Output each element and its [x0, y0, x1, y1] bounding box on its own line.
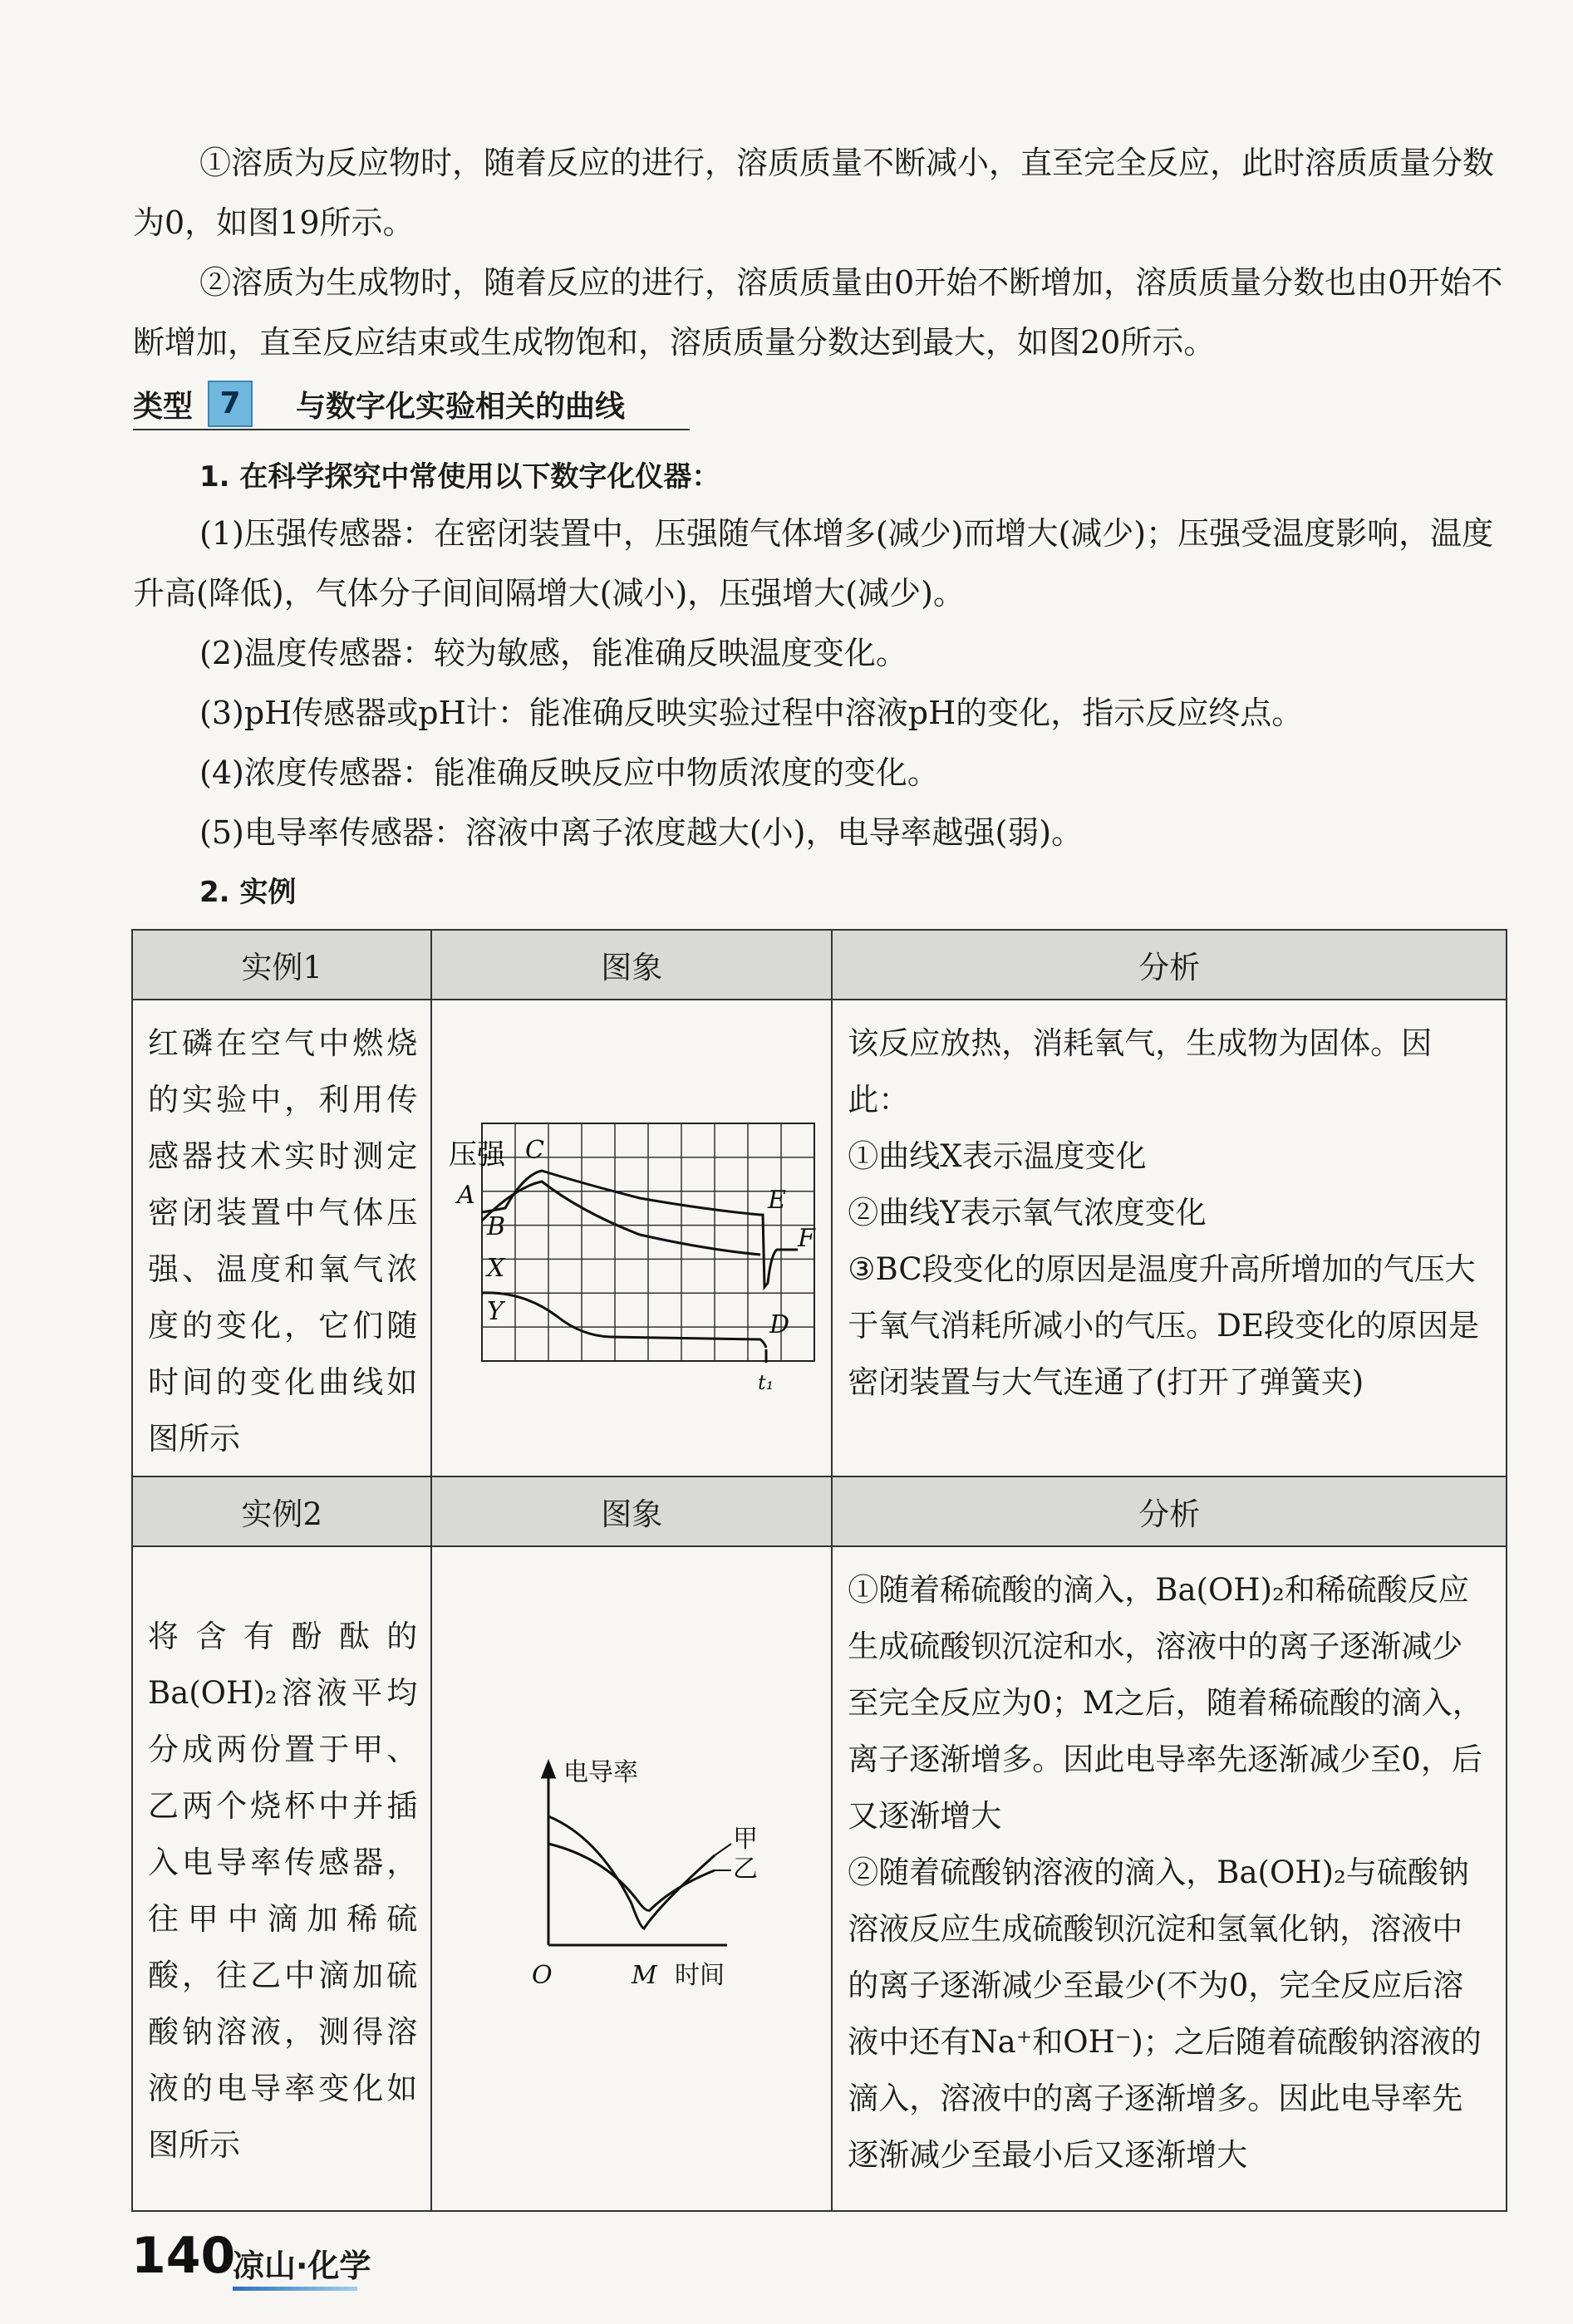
image-column-header-2: 图象 — [431, 1476, 832, 1546]
analysis-column-header: 分析 — [832, 930, 1507, 1000]
footer-accent-line — [233, 2287, 357, 2291]
curve-jia — [548, 1816, 715, 1928]
paragraph-solute-product: ②溶质为生成物时，随着反应的进行，溶质质量由0开始不断增加，溶质质量分数也由0开始不断增加，直至反应结束或生成物饱和，溶质质量分数达到最大，如图20所示。 — [133, 264, 1503, 361]
desc2-line-9: 液的电导率变化如 — [148, 2071, 418, 2106]
analysis1-point1: ①曲线X表示温度变化 — [848, 1138, 1147, 1174]
paragraph-solute-reactant: ①溶质为反应物时，随着反应的进行，溶质质量不断减小，直至完全反应，此时溶质质量分数为0，如图19所示。 — [133, 145, 1495, 241]
conductivity-axis-label: 电导率 — [563, 1758, 639, 1787]
point-m-label: M — [632, 1961, 657, 1990]
desc2-line-7: 酸，往乙中滴加硫 — [148, 1958, 418, 1993]
table-row-example1 — [132, 1000, 1507, 1476]
instrument-item-pressure: (1)压强传感器：在密闭装置中，压强随气体增多(减少)而增大(减少)；压强受温度影响，温度升高(降低)，气体分子间间隔增大(减小)，压强增大(减少)。 — [133, 515, 1494, 612]
desc2-line-8: 酸钠溶液，测得溶 — [148, 2014, 418, 2050]
section-number-badge: 7 — [208, 381, 253, 427]
pressure-axis-label: 压强 — [449, 1138, 506, 1172]
desc2-line-2: Ba(OH)₂溶液平均 — [148, 1675, 418, 1711]
example1-graph-cell — [431, 1000, 832, 1476]
example2-analysis — [833, 1547, 1506, 2192]
point-b-label: B — [487, 1212, 506, 1241]
section-title: 与数字化实验相关的曲线 — [296, 389, 626, 424]
example1-label: 实例1 — [132, 930, 431, 1000]
pressure-temperature-oxygen-chart — [432, 1000, 831, 1474]
point-f-label: F — [798, 1224, 816, 1253]
desc2-line-1: 将含有酚酞的 — [148, 1619, 418, 1654]
section-prefix: 类型 — [133, 389, 194, 424]
desc2-line-4: 乙两个烧杯中并插 — [148, 1788, 418, 1824]
instrument-item-conductivity: (5)电导率传感器：溶液中离子浓度越大(小)，电导率越强(弱)。 — [199, 814, 1084, 851]
desc2-line-6: 往甲中滴加稀硫 — [148, 1901, 418, 1937]
point-d-label: D — [769, 1310, 790, 1339]
analysis2-point2: ②随着硫酸钠溶液的滴入，Ba(OH)₂与硫酸钠溶液反应生成硫酸钡沉淀和氢氧化钠，溶液中的离子逐渐减少至最少(不为0，完全反应后溶液中还有Na⁺和OH⁻)；之后随着硫酸钠溶液的滴入，溶液中的离子逐渐增多。因此电导率先逐渐减少至最小后又逐渐增大 — [848, 1855, 1482, 2173]
desc2-line-10: 图所示 — [148, 2127, 240, 2163]
table-row-example2 — [132, 1546, 1507, 2211]
analysis2-point1: ①随着稀硫酸的滴入，Ba(OH)₂和稀硫酸反应生成硫酸钡沉淀和水，溶液中的离子逐渐减少至完全反应为0；M之后，随着稀硫酸的滴入，离子逐渐增多。因此电导率先逐渐减少至0，后又逐渐增大 — [848, 1572, 1483, 1834]
example1-description-cell — [132, 1000, 431, 1476]
point-c-label: C — [525, 1136, 545, 1165]
yi-label: 乙 — [733, 1855, 759, 1884]
examples-heading: 2. 实例 — [199, 876, 297, 909]
example2-label: 实例2 — [132, 1476, 431, 1546]
point-e-label: E — [768, 1186, 787, 1215]
curve-y-label: Y — [487, 1297, 504, 1326]
section-heading — [133, 381, 625, 427]
time-axis-label: 时间 — [675, 1961, 725, 1990]
example1-description: 红磷在空气中燃烧的实验中，利用传感器技术实时测定密闭装置中气体压强、温度和氧气浓度的变化，它们随时间的变化曲线如图所示 — [148, 1025, 418, 1457]
example2-graph-cell — [431, 1546, 832, 2211]
conductivity-chart — [432, 1737, 831, 2020]
book-title: 凉山·化学 — [233, 2248, 371, 2284]
example1-analysis-cell — [832, 1000, 1507, 1476]
section-underline — [133, 429, 690, 430]
t1-label: t₁ — [758, 1371, 774, 1394]
jia-leader-line — [715, 1844, 731, 1855]
instrument-item-ph: (3)pH传感器或pH计：能准确反映实验过程中溶液pH的变化，指示反应终点。 — [199, 695, 1304, 731]
examples-table — [131, 929, 1507, 2212]
origin-label: O — [532, 1961, 553, 1990]
table-header-row-1 — [132, 930, 1507, 1000]
pressure-curve — [482, 1171, 798, 1287]
example1-analysis — [833, 1000, 1506, 1419]
instruments-heading: 1. 在科学探究中常使用以下数字化仪器： — [199, 460, 720, 494]
instrument-item-temperature: (2)温度传感器：较为敏感，能准确反映温度变化。 — [199, 635, 907, 671]
curve-x-label: X — [487, 1254, 505, 1283]
point-a-label: A — [457, 1181, 475, 1210]
desc2-line-3: 分成两份置于甲、 — [148, 1732, 418, 1767]
jia-label: 甲 — [733, 1825, 759, 1854]
table-header-row-2 — [132, 1476, 1507, 1546]
analysis1-point3: ③BC段变化的原因是温度升高所增加的气压大于氧气消耗所减小的气压。DE段变化的原因是密闭装置与大气连通了(打开了弹簧夹) — [848, 1251, 1479, 1400]
curve-y-oxygen — [482, 1293, 766, 1348]
desc2-line-5: 入电导率传感器， — [148, 1845, 418, 1880]
analysis1-intro: 该反应放热，消耗氧气，生成物为固体。因此： — [848, 1025, 1433, 1118]
image-column-header: 图象 — [431, 930, 832, 1000]
example2-analysis-cell — [832, 1546, 1507, 2211]
instrument-item-concentration: (4)浓度传感器：能准确反映反应中物质浓度的变化。 — [199, 754, 939, 791]
example2-description — [133, 1575, 430, 2182]
y-axis-arrow — [543, 1762, 554, 1777]
page-number: 140 — [131, 2227, 236, 2285]
analysis1-point2: ②曲线Y表示氧气浓度变化 — [848, 1195, 1207, 1231]
example2-description-cell — [132, 1546, 431, 2211]
analysis-column-header-2: 分析 — [832, 1476, 1507, 1546]
